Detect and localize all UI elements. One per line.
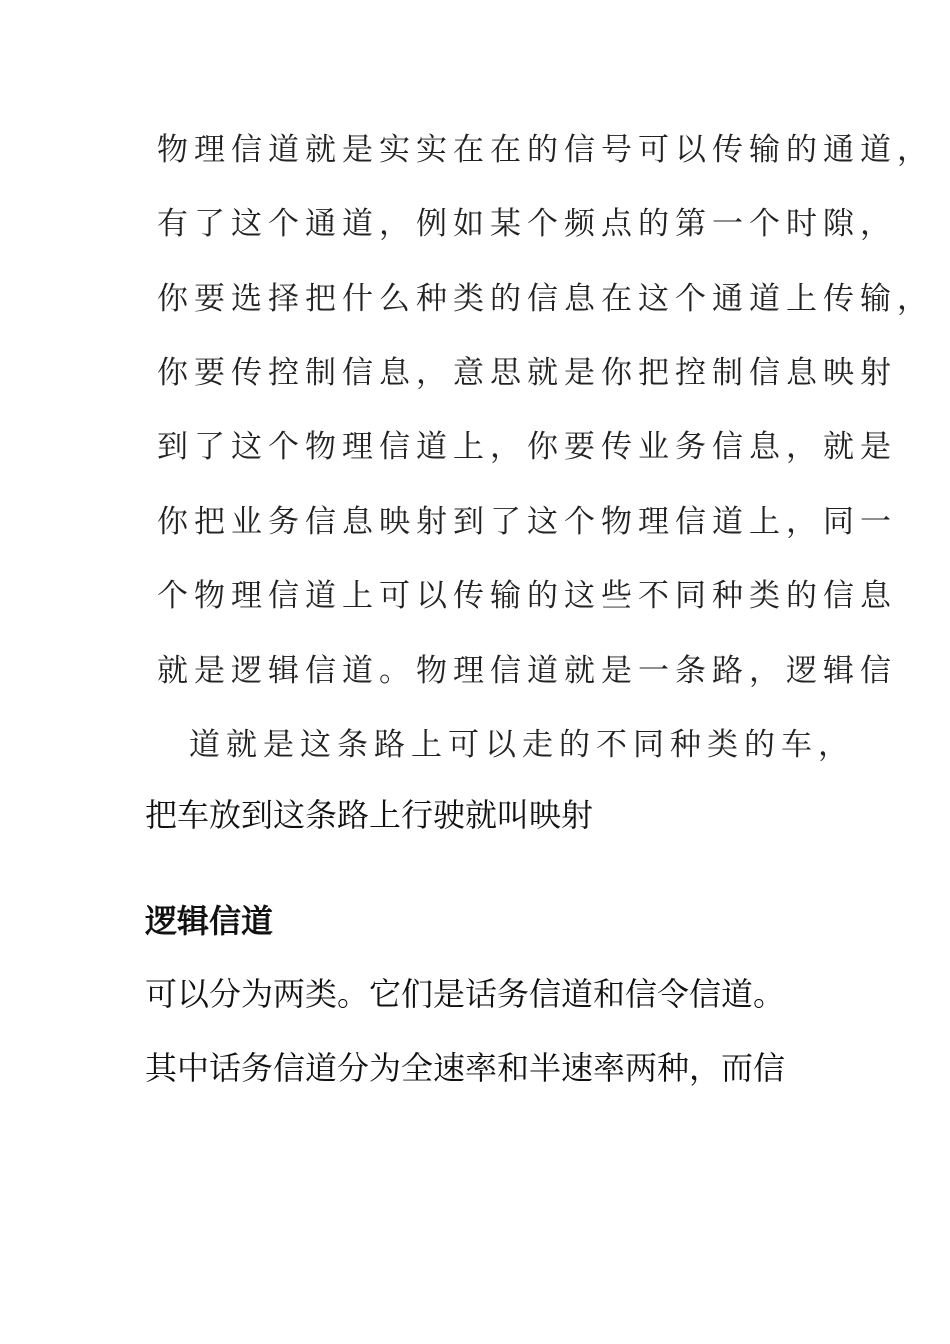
serif-paragraph-line: 个物理信道上可以传输的这些不同种类的信息 [157,578,897,614]
serif-paragraph-line: 你要传控制信息，意思就是你把控制信息映射 [157,355,897,391]
serif-paragraph-line: 你把业务信息映射到了这个物理信道上，同一 [157,504,897,540]
serif-paragraph-line: 你要选择把什么种类的信息在这个通道上传输， [157,281,934,317]
serif-paragraph-line: 有了这个通道，例如某个频点的第一个时隙， [157,206,897,242]
section-body-line: 其中话务信道分为全速率和半速率两种，而信 [145,1049,786,1087]
section-heading: 逻辑信道 [145,902,274,940]
serif-paragraph-line: 物理信道就是实实在在的信号可以传输的通道， [157,132,934,168]
serif-paragraph-line: 就是逻辑信道。物理信道就是一条路，逻辑信 [157,653,897,689]
section-body-line: 可以分为两类。它们是话务信道和信令信道。 [145,975,786,1013]
mapping-sentence: 把车放到这条路上行驶就叫映射 [145,796,594,834]
serif-paragraph-line: 道就是这条路上可以走的不同种类的车， [189,727,855,763]
serif-paragraph-line: 到了这个物理信道上，你要传业务信息，就是 [157,429,897,465]
